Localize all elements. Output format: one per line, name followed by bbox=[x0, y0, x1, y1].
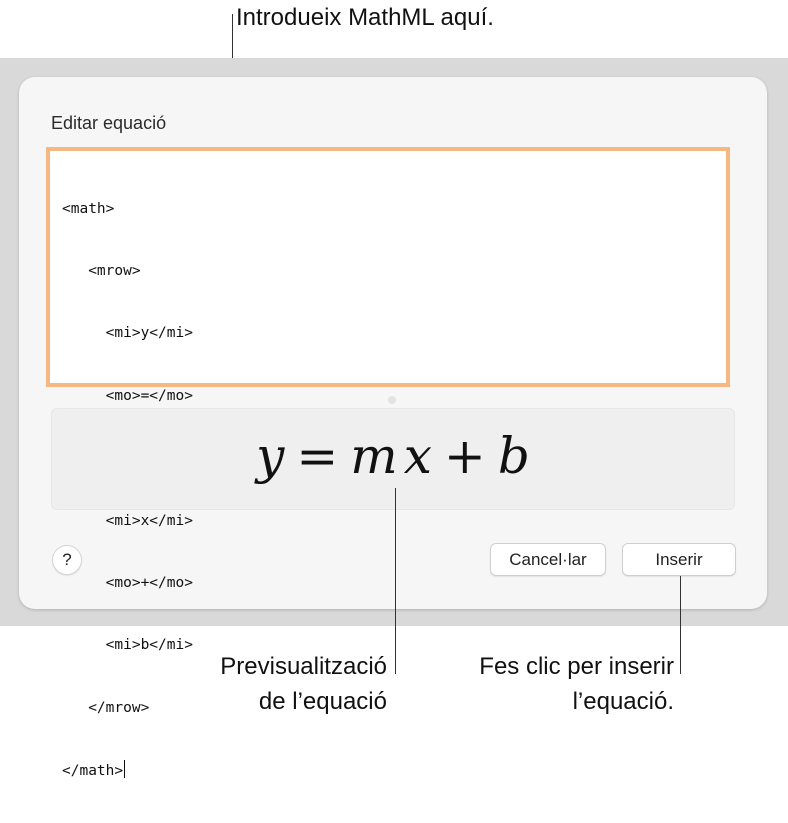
code-line-last bbox=[62, 760, 193, 781]
code-line: <mo>=</mo> bbox=[62, 387, 193, 404]
callout-line-insert bbox=[680, 576, 681, 674]
code-line: <mi>b</mi> bbox=[62, 637, 193, 654]
equation-var-x: x bbox=[403, 427, 432, 485]
code-line: <mi>y</mi> bbox=[62, 325, 193, 342]
code-line: </mrow> bbox=[62, 699, 150, 716]
callout-preview-line1: Previsualització bbox=[220, 653, 387, 680]
equation-var-y: y bbox=[256, 427, 285, 485]
cancel-button[interactable]: Cancel·lar bbox=[490, 543, 606, 576]
equation-equals: = bbox=[296, 427, 339, 485]
callout-line-preview bbox=[395, 488, 396, 674]
help-button[interactable]: ? bbox=[52, 545, 82, 575]
code-line-text: </math> bbox=[62, 763, 124, 780]
callout-insert-line2: l’equació. bbox=[572, 688, 674, 715]
code-line: <mrow> bbox=[62, 262, 141, 279]
dialog-title: Editar equació bbox=[51, 113, 167, 133]
text-caret bbox=[124, 760, 125, 778]
equation-var-m: m bbox=[350, 427, 398, 485]
callout-insert-line1: Fes clic per inserir bbox=[479, 653, 674, 680]
code-line: <mi>x</mi> bbox=[62, 512, 193, 529]
code-line: <math> bbox=[62, 200, 115, 217]
equation-rendering bbox=[52, 427, 734, 485]
insert-button[interactable]: Inserir bbox=[622, 543, 736, 576]
code-line: <mo>+</mo> bbox=[62, 574, 193, 591]
callout-preview-line2: de l’equació bbox=[258, 688, 387, 715]
equation-preview bbox=[51, 408, 735, 510]
equation-var-b: b bbox=[497, 427, 530, 485]
equation-plus: + bbox=[443, 427, 486, 485]
callout-enter-mathml: Introdueix MathML aquí. bbox=[236, 4, 494, 31]
resize-handle[interactable] bbox=[388, 396, 396, 404]
